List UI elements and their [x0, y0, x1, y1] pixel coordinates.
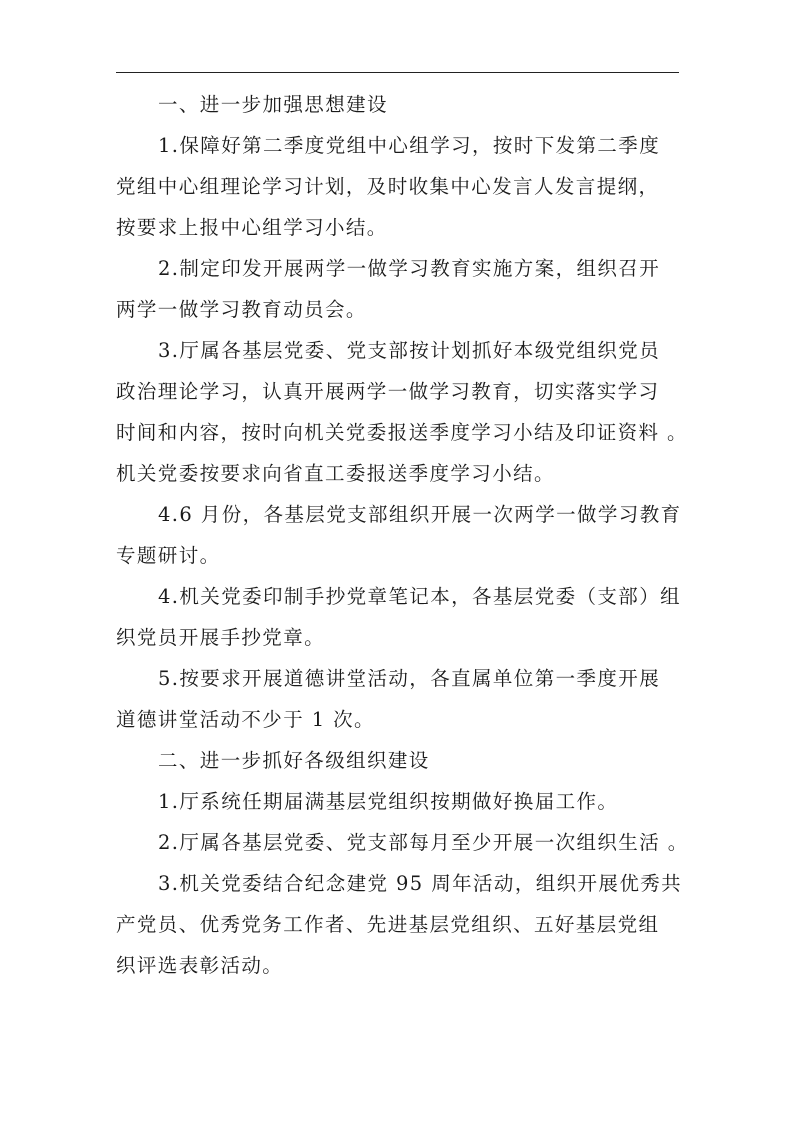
paragraph-1-2 [116, 248, 696, 330]
document-body [116, 84, 696, 986]
paragraph-1-1 [116, 125, 696, 248]
header-rule [116, 72, 679, 73]
section-heading-2 [116, 740, 696, 781]
paragraph-2-3 [116, 863, 696, 986]
text-line: 政治理论学习，认真开展两学一做学习教育，切实落实学习 [116, 380, 660, 403]
text-line: 4.机关党委印制手抄党章笔记本，各基层党委（支部）组 [158, 585, 682, 608]
text-line: 5.按要求开展道德讲堂活动，各直属单位第一季度开展 [158, 667, 661, 690]
text-line: 产党员、优秀党务工作者、先进基层党组织、五好基层党组 [116, 913, 660, 936]
text-line: 1.厅系统任期届满基层党组织按期做好换届工作。 [158, 790, 619, 813]
text-line: 机关党委按要求向省直工委报送季度学习小结。 [116, 462, 555, 485]
text-line: 织党员开展手抄党章。 [116, 626, 326, 649]
paragraph-1-4 [116, 494, 696, 576]
text-line: 织评选表彰活动。 [116, 954, 284, 977]
text-line: 两学一做学习教育动员会。 [116, 298, 367, 321]
paragraph-1-5 [116, 576, 696, 658]
text-line: 按要求上报中心组学习小结。 [116, 216, 388, 239]
text-line: 2.制定印发开展两学一做学习教育实施方案，组织召开 [158, 257, 661, 280]
paragraph-1-3 [116, 330, 696, 494]
paragraph-2-1 [116, 781, 696, 822]
paragraph-1-6 [116, 658, 696, 740]
text-line: 二、进一步抓好各级组织建设 [158, 749, 430, 772]
text-line: 4.6 月份，各基层党支部组织开展一次两学一做学习教育 [158, 503, 682, 526]
text-line: 时间和内容，按时向机关党委报送季度学习小结及印证资料 。 [116, 421, 688, 444]
paragraph-2-2 [116, 822, 696, 863]
text-line: 1.保障好第二季度党组中心组学习，按时下发第二季度 [158, 134, 661, 157]
text-line: 2.厅属各基层党委、党支部每月至少开展一次组织生活 。 [158, 831, 689, 854]
text-line: 党组中心组理论学习计划，及时收集中心发言人发言提纲， [116, 175, 660, 198]
text-line: 3.厅属各基层党委、党支部按计划抓好本级党组织党员 [158, 339, 661, 362]
section-heading-1 [116, 84, 696, 125]
text-line: 3.机关党委结合纪念建党 95 周年活动，组织开展优秀共 [158, 872, 683, 895]
text-line: 专题研讨。 [116, 544, 221, 567]
text-line: 道德讲堂活动不少于 1 次。 [116, 708, 375, 731]
text-line: 一、进一步加强思想建设 [158, 93, 388, 116]
